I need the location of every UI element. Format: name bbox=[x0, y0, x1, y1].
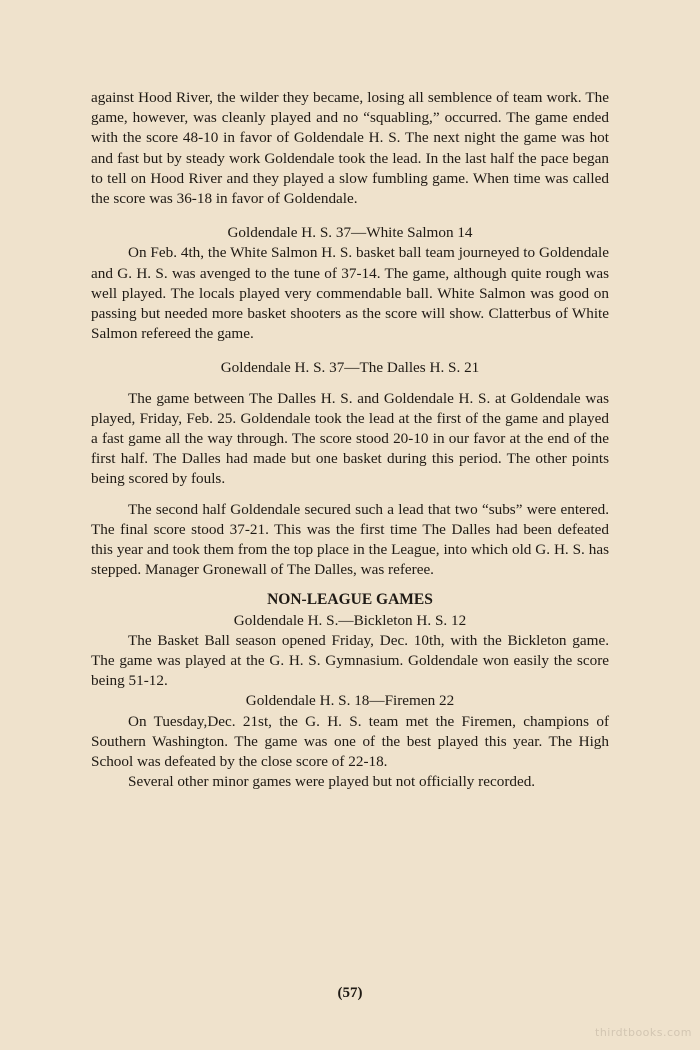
paragraph: Several other minor games were played but not officially recorded. bbox=[128, 773, 536, 791]
paragraph: against Hood River, the wilder they became, losing all semblence of team work. The game, however, was cleanly played and no “squabling,” occurred. The game ended with the score 48-10 in favor of Goldendale H. S. The next night the game was hot and fast but by steady work Goldendale took the lead. In the last half the pace began to tell on Hood River and they played a slow fumbling game. When time was called the score was 36-18 in favor of Goldendale. bbox=[91, 89, 609, 208]
game-heading: Goldendale H. S.—Bickleton H. S. 12 bbox=[233, 611, 467, 629]
page-number: (57) bbox=[337, 985, 363, 1001]
paragraph: The Basket Ball season opened Friday, Dec. 10th, with the Bickleton game. The game was played at the G. H. S. Gymnasium. Goldendale won easily the score being 51-12. bbox=[91, 631, 609, 690]
page-body bbox=[91, 88, 609, 793]
paragraph: The second half Goldendale secured such a lead that two “subs” were entered. The final score stood 37-21. This was the first time The Dalles had been defeated this year and took them from the top place in the League, into which old G. H. S. has stepped. Manager Gronewall of The Dalles, was referee. bbox=[91, 500, 609, 579]
paragraph: On Feb. 4th, the White Salmon H. S. basket ball team journeyed to Goldendale and G. H. S. was avenged to the tune of 37-14. The game, although quite rough was well played. The locals played very commendable ball. White Salmon was good on passing but needed more basket shooters as the score will show. Clatterbus of White Salmon refereed the game. bbox=[91, 244, 609, 343]
game-heading: Goldendale H. S. 37—White Salmon 14 bbox=[227, 224, 473, 242]
paragraph: On Tuesday,Dec. 21st, the G. H. S. team met the Firemen, champions of Southern Washington. The game was one of the best played this year. The High School was defeated by the close score of 22-18. bbox=[91, 712, 609, 771]
paragraph: The game between The Dalles H. S. and Goldendale H. S. at Goldendale was played, Friday, Feb. 25. Goldendale took the lead at the first of the game and played a fast game all the way through. The score stood 20-10 in our favor at the end of the first half. The Dalles had made but one basket during this period. The other points being scored by fouls. bbox=[91, 389, 609, 488]
watermark: thirdtbooks.com bbox=[595, 1026, 692, 1039]
game-heading: Goldendale H. S. 37—The Dalles H. S. 21 bbox=[220, 359, 480, 377]
section-heading: NON-LEAGUE GAMES bbox=[267, 591, 433, 609]
game-heading: Goldendale H. S. 18—Firemen 22 bbox=[245, 692, 455, 710]
